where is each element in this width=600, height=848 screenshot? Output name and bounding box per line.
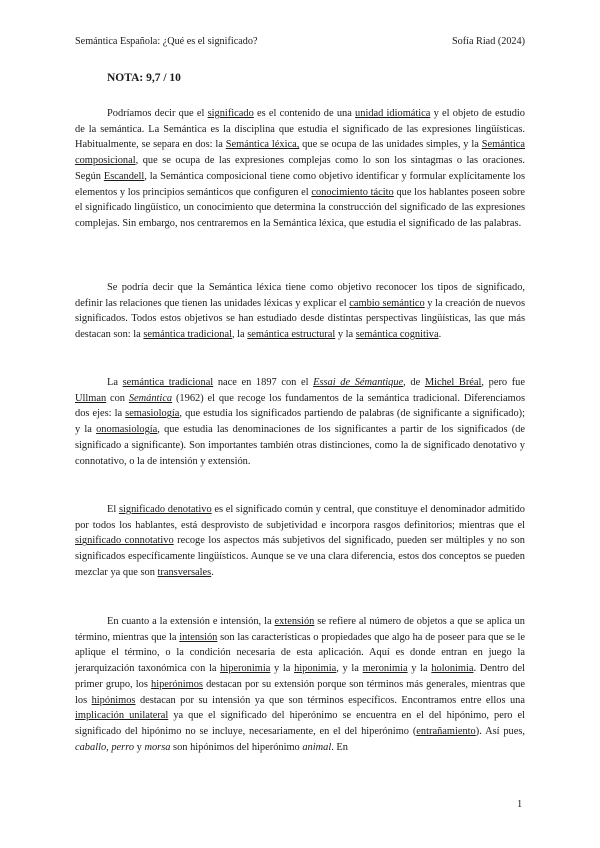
paragraph-3: La semántica tradicional nace en 1897 con el Essai de Sémantique, de Michel Bréal, pero fue Ullman con Semántica (1962) el que recoge los fundamentos de la semántica tradicional. Diferenciamos dos ejes: la semasiología, que estudia los significados partiendo de palabras (de significante a significado); y la onomasiología, que estudia las denominaciones de los significantes a partir de los significados (de significado a significante). Son importantes también otras distinciones, como la de significado denotativo y connotativo, o la de intensión y extensión. — [75, 377, 526, 467]
example-caballo-perro: caballo, perro — [75, 741, 135, 753]
page-header — [75, 36, 525, 47]
term-hiponimia: hiponimia — [294, 663, 337, 675]
term-semantica-libro: Semántica — [128, 392, 173, 404]
paragraph-4: El significado denotativo es el significado común y central, que constituye el denominador admitido por todos los hablantes, está desprovisto de subjetividad e incorpora rasgos definitorios; mientras que el significado connotativo recoge los aspectos más subjetivos del significado, pueden ser múltiples y no son significados específicamente lingüísticos. Aunque se ve una clara diferencia, estos dos conceptos se pueden mezclar ya que son transversales. — [75, 504, 525, 578]
example-morsa: morsa — [144, 741, 171, 753]
term-entranamiento: entrañamiento — [416, 725, 476, 737]
term-semantica-tradicional: semántica tradicional — [143, 329, 232, 341]
term-semantica-lexica: Semántica léxica, — [225, 139, 300, 151]
term-conocimiento-tacito: conocimiento tácito — [311, 186, 394, 198]
term-intension: intensión — [179, 631, 218, 643]
term-escandell: Escandell — [103, 170, 145, 182]
term-semantica-estructural: semántica estructural — [247, 329, 336, 341]
term-extension: extensión — [274, 616, 315, 627]
term-hiponimos: hipónimos — [91, 694, 136, 706]
term-hiperonimos: hiperónimos — [151, 678, 203, 690]
example-animal: animal — [302, 741, 332, 753]
term-transversales: transversales — [157, 566, 212, 578]
term-implicacion-unilateral: implicación unilateral — [75, 710, 169, 722]
page-number: 1 — [517, 799, 523, 810]
term-significado-connotativo: significado connotativo — [75, 535, 174, 547]
term-significado: significado — [207, 108, 254, 119]
term-hiperonimia: hiperonimia — [220, 663, 271, 675]
term-onomasiologia: onomasiología — [96, 424, 158, 436]
term-unidad-idiomatica: unidad idiomática — [355, 108, 431, 119]
term-michel-breal: Michel Bréal — [424, 377, 482, 388]
term-semasiologia: semasiología — [125, 408, 180, 420]
term-meronimia: meronimia — [362, 663, 408, 675]
term-essai: Essai de Sémantique — [313, 377, 404, 388]
paragraph-2: Se podría decir que la Semántica léxica tiene como objetivo reconocer los tipos de significado, definir las relaciones que tienen las unidades léxicas y explicar el cambio semántico y la creación de nuevos significados. Todos estos objetivos se han estudiado desde distintas perspectivas lingüísticas, las que más destacan son: la semántica tradicional, la semántica estructural y la semántica cognitiva. — [75, 282, 525, 341]
term-ullman: Ullman — [75, 392, 107, 404]
term-significado-denotativo: significado denotativo — [118, 504, 212, 515]
term-semantica-composicional: Semántica composicional — [75, 139, 526, 167]
paragraph-1: Podríamos decir que el significado es el contenido de una unidad idiomática y el objeto de estudio de la semántica. La Semántica es la disciplina que estudia el significado de las expresiones lingüísticas. Habitualmente, se separa en dos: la Semántica léxica, que se ocupa de las unidades simples, y la Semántica composicional, que se ocupa de las expresiones complejas como lo son los sintagmas o las oraciones. Según Escandell, la Semántica composicional tiene como objetivo identificar y formular explícitamente los elementos y los principios semánticos que configuren el conocimiento tácito que los hablantes poseen sobre el significado lingüístico, un conocimiento que determina la construcción del significado de las expresiones complejas. Sin embargo, nos centraremos en la Semántica léxica, que estudia el significado de las palabras. — [75, 108, 526, 229]
header-title: Semántica Española: ¿Qué es el significado? — [75, 36, 258, 47]
header-author: Sofía Riad (2024) — [452, 36, 525, 47]
term-semantica-cognitiva: semántica cognitiva — [355, 329, 439, 341]
term-holonimia: holonimia — [431, 663, 474, 675]
paragraph-5: En cuanto a la extensión e intensión, la extensión se refiere al número de objetos a que se aplica un término, mientras que la intensión son las características o propiedades que algo ha de poseer para que se le aplique el término, o la condición necesaria de esta aplicación. Aquí es donde entran en juego la jerarquización taxonómica con la hiperonimia y la hiponimia, y la meronimia y la holonimia. Dentro del primer grupo, los hiperónimos destacan por su extensión porque son términos más generales, mientras que los hipónimos destacan por su intensión ya que son términos específicos. Encontramos entre ellos una implicación unilateral ya que el significado del hiperónimo se encuentra en el del hipónimo, pero el significado del hipónimo no se incluye, necesariamente, en el del hiperónimo (entrañamiento). Así pues, caballo, perro y morsa son hipónimos del hiperónimo animal. En — [75, 616, 526, 753]
grade-heading: NOTA: 9,7 / 10 — [107, 72, 181, 84]
term-semantica-tradicional: semántica tradicional — [122, 377, 214, 388]
term-cambio-semantico: cambio semántico — [349, 297, 425, 309]
